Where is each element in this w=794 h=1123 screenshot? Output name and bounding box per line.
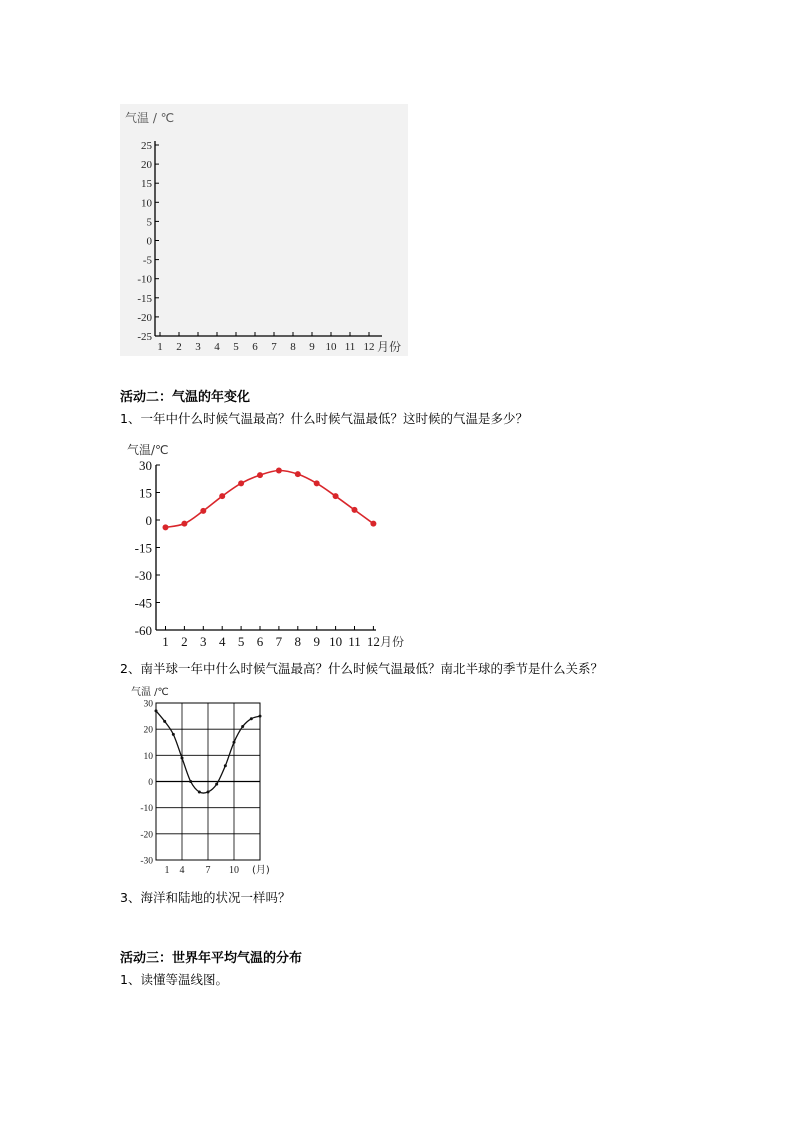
y-tick-label: 25 [141, 140, 152, 152]
y-axis-label: 气温/℃ [127, 443, 169, 457]
x-tick-label: 1 [164, 865, 170, 876]
x-tick-label: 7 [205, 865, 211, 876]
x-tick-label: 12 [366, 634, 380, 649]
x-tick-label: 4 [218, 634, 226, 649]
data-point [189, 780, 192, 783]
data-point [198, 790, 201, 793]
data-point [233, 741, 236, 744]
y-tick-label: 0 [148, 778, 153, 788]
southern-temperature-chart [120, 680, 280, 880]
x-tick-label: 6 [252, 341, 258, 353]
x-tick-label: 10 [229, 865, 239, 876]
y-tick-label: 10 [143, 751, 153, 762]
x-axis-label: 月份 [380, 635, 405, 649]
temperature-series-line [166, 470, 374, 527]
question-2-1: 1、一年中什么时候气温最高？什么时候气温最低？这时候的气温是多少？ [120, 411, 528, 426]
northern-temperature-chart-svg [120, 436, 420, 652]
y-tick-label: 0 [146, 235, 152, 248]
y-tick-label: 10 [141, 197, 152, 210]
x-tick-label: 9 [309, 341, 315, 353]
data-point [276, 468, 282, 474]
data-point [224, 764, 227, 767]
x-tick-label: 5 [233, 341, 239, 353]
data-point [259, 715, 262, 718]
y-tick-label: 15 [141, 178, 152, 191]
y-tick-label: -25 [137, 331, 152, 343]
chart-background [120, 104, 408, 356]
x-tick-label: 10 [329, 634, 343, 649]
y-tick-label: -10 [140, 804, 153, 815]
y-tick-label: 30 [139, 458, 152, 473]
data-point [295, 471, 301, 477]
data-point [238, 480, 244, 486]
question-2-2: 2、南半球一年中什么时候气温最高？什么时候气温最低？南北半球的季节是什么关系？ [120, 661, 603, 676]
section-2-title: 活动二：气温的年变化 [120, 390, 251, 405]
y-tick-label: 5 [146, 216, 152, 229]
data-point [163, 524, 169, 530]
x-tick-label: 5 [237, 634, 245, 649]
y-tick-label: -20 [140, 830, 153, 841]
y-tick-label: -5 [142, 254, 152, 267]
x-tick-label: 1 [157, 341, 163, 353]
x-tick-label: 12 [363, 341, 375, 353]
y-tick-label: 20 [143, 725, 153, 736]
question-2-3: 3、海洋和陆地的状况一样吗？ [120, 890, 291, 905]
northern-temperature-chart [120, 436, 420, 652]
x-tick-label: 9 [313, 634, 320, 649]
y-tick-label: 15 [139, 485, 152, 501]
y-tick-label: -15 [134, 540, 152, 556]
x-axis-label: (月) [252, 865, 270, 876]
x-tick-label: 11 [348, 634, 361, 649]
data-point [181, 756, 184, 759]
data-point [163, 720, 166, 723]
y-tick-label: 30 [143, 699, 153, 710]
x-tick-label: 7 [271, 341, 277, 353]
y-tick-label: -45 [134, 595, 152, 611]
section-3-title: 活动三：世界年平均气温的分布 [120, 951, 303, 966]
x-tick-label: 8 [290, 341, 296, 353]
x-tick-label: 6 [256, 634, 264, 649]
data-point [219, 493, 225, 499]
x-axis-label: 月份 [377, 340, 402, 354]
data-point [172, 733, 175, 736]
data-point [241, 725, 244, 728]
y-tick-label: 20 [141, 159, 152, 172]
x-tick-label: 8 [294, 634, 302, 649]
x-tick-label: 7 [275, 634, 283, 649]
y-tick-label: 0 [145, 513, 152, 528]
data-point [314, 480, 320, 486]
data-point [333, 493, 339, 499]
x-tick-label: 2 [176, 341, 182, 353]
x-tick-label: 2 [181, 634, 188, 649]
y-tick-label: -20 [137, 311, 152, 324]
data-point [352, 507, 358, 513]
x-tick-label: 11 [344, 341, 356, 353]
data-point [207, 790, 210, 793]
data-point [155, 709, 158, 712]
data-point [370, 521, 376, 527]
y-tick-label: -10 [137, 273, 152, 286]
blank-temperature-chart [120, 104, 408, 356]
data-point [181, 521, 187, 527]
y-tick-label: -30 [140, 856, 153, 867]
x-tick-label: 3 [195, 341, 201, 353]
data-point [257, 472, 263, 478]
southern-temperature-chart-svg [120, 680, 280, 880]
data-point [250, 717, 253, 720]
x-tick-label: 10 [325, 341, 337, 353]
y-tick-label: -15 [137, 292, 152, 305]
x-tick-label: 1 [162, 634, 169, 649]
data-point [215, 783, 218, 786]
y-tick-label: -30 [134, 568, 152, 583]
question-3-1: 1、读懂等温线图。 [120, 972, 228, 987]
x-tick-label: 4 [179, 865, 185, 876]
x-tick-label: 4 [214, 341, 220, 353]
x-tick-label: 3 [200, 634, 207, 649]
y-axis-label: 气温 /℃ [131, 687, 169, 698]
blank-temperature-chart-svg [120, 104, 408, 356]
y-tick-label: -60 [134, 623, 152, 638]
data-point [200, 508, 206, 514]
y-axis-label: 气温 / ℃ [125, 111, 175, 125]
